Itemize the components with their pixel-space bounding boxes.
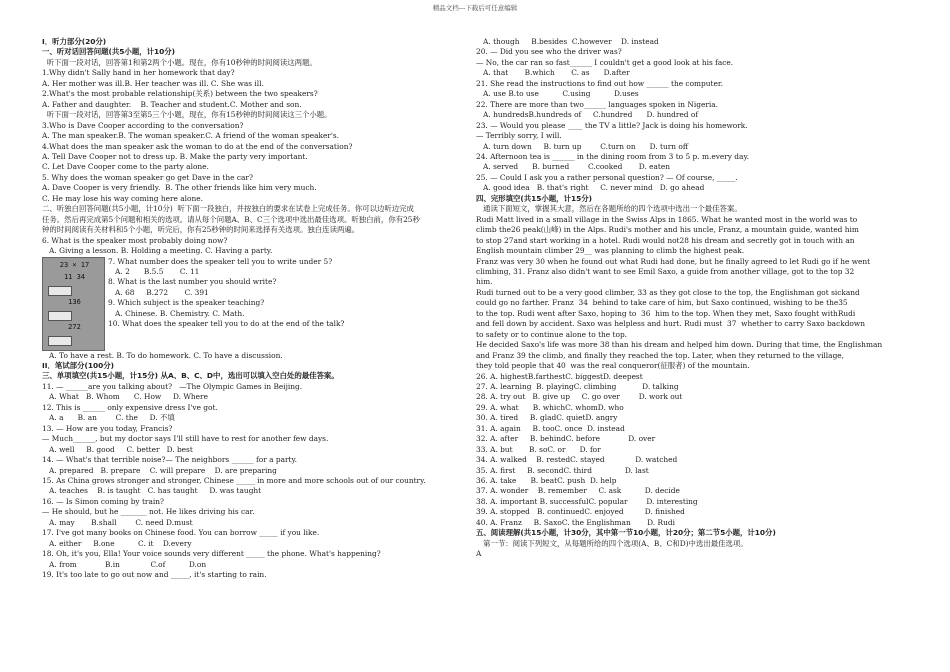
text-line: 39. A. stopped B. continuedC. enjoyed D. finished — [476, 507, 685, 517]
text-line: — No, the car ran so fast______ I couldn't get a good look at his face. — [476, 57, 734, 67]
text-line: 通读下面短文，掌握其大意，然后在各题所给的四个选项中选出一个最佳答案。 — [476, 204, 742, 214]
text-line: and Franz 39 the climb, and finally they reached the top. Later, when they returned to the village, — [476, 350, 845, 360]
text-line: A. turn down B. turn up C.turn on D. turn off — [476, 141, 689, 151]
text-line: A. a B. an C. the D. 不填 — [42, 413, 175, 423]
text-line: to stop 27and start working in a hotel. Rudi would not28 his dream and secretly got in touch with an — [476, 235, 855, 245]
text-line: 32. A. after B. behindC. before D. over — [476, 434, 656, 444]
text-line: A. may B.shall C. need D.must — [42, 517, 193, 527]
text-line: 21. She read the instructions to find out how ______ the computer. — [476, 78, 723, 88]
question-line: A. Chinese. B. Chemistry. C. Math. — [108, 308, 245, 318]
text-line: A. The man speaker.B. The woman speaker.C. A friend of the woman speaker's. — [42, 131, 340, 141]
writing-section — [42, 351, 472, 581]
question-line: 8. What is the last number you should write? — [108, 277, 277, 287]
question-line: 9. Which subject is the speaker teaching? — [108, 298, 265, 308]
listening-section — [42, 37, 472, 257]
text-line: 17. I've got many books on Chinese food. You can borrow _____ if you like. — [42, 528, 320, 538]
text-line: 12. This is ______ only expensive dress I've got. — [42, 402, 218, 412]
text-line: A. either B.one C. it D.every — [42, 538, 192, 548]
text-line: 30. A. tired B. gladC. quietD. angry — [476, 413, 618, 423]
left-column — [42, 37, 472, 580]
text-line: A. Tell Dave Cooper not to dress up. B. Make the party very important. — [42, 151, 308, 161]
questions-7-10 — [108, 257, 473, 330]
text-line: 19. It's too late to go out now and _____, it's starting to rain. — [42, 570, 267, 580]
text-line: A. that B.which C. as D.after — [476, 68, 630, 78]
section-heading: 五、阅读理解(共15小题，计30分，其中第一节10小题，计20分；第二节5小题，计10分) — [476, 528, 776, 538]
text-line: 2.What's the most probable relationship(关系) between the two speakers? — [42, 89, 318, 99]
text-line: could go no farther. Franz 34 behind to take care of him, but Saxo continued, wishing to be the35 — [476, 298, 848, 308]
multiplication-picture — [42, 257, 105, 351]
text-line: 1.Why didn't Sally hand in her homework that day? — [42, 68, 235, 78]
text-line: 任务。然后再完成第5个问题和相关的选项。请从每个问题A、B、C三个选项中选出最佳选项。听独白前，你有25秒 — [42, 214, 420, 224]
text-line: 二、听独白回答问题(共5小题，计10分) 听下面一段独白，并按独白的要求在试卷上完成任务。你可以边听边完成 — [42, 204, 414, 214]
text-line: A. use B.to use C.using D.uses — [476, 89, 639, 99]
text-line: 20. — Did you see who the driver was? — [476, 47, 622, 57]
text-line: A. good idea B. that's right C. never mind D. go ahead — [476, 183, 705, 193]
text-line: 15. As China grows stronger and stronger, Chinese _____ in more and more schools out of our country. — [42, 475, 426, 485]
text-line: 听下面一段对话，回答第3至第5三个小题，现在，你有15秒钟的时间阅读这三个小题。 — [42, 110, 332, 120]
section-heading: 三、单项填空(共15小题，计15分) 从A、B、C、D中，选出可以填入空白处的最佳答案。 — [42, 371, 339, 381]
right-column — [476, 37, 906, 560]
text-line: 35. A. first B. secondC. third D. last — [476, 465, 649, 475]
text-line: 听下面一段对话，回答第1和第2两个小题。现在，你有10秒钟的时间阅读这两题。 — [42, 57, 317, 67]
text-line: A — [476, 549, 482, 559]
text-line: 16. — Is Simon coming by train? — [42, 496, 164, 506]
text-line: 40. A. Franz B. SaxoC. the Englishman D. Rudi — [476, 517, 675, 527]
text-line: 第一节：阅读下列短文，从每题所给的四个选项(A、B、C和D)中选出最佳选项。 — [476, 538, 748, 548]
text-line: climb the26 peak(山峰) in the Alps. Rudi's mother and his uncle, Franz, a mountain guide, wanted him — [476, 225, 859, 235]
text-line: A. Dave Cooper is very friendly. B. The other friends like him very much. — [42, 183, 317, 193]
blank-box — [48, 311, 72, 321]
text-line: 3.Who is Dave Cooper according to the conversation? — [42, 120, 244, 130]
text-line: 34. A. walked B. restedC. stayed D. watched — [476, 455, 678, 465]
text-line: 29. A. what B. whichC. whomD. who — [476, 402, 624, 412]
text-line: 钟的时间阅读有关材料和5个小题，听完后，你有25秒钟的时间来选择有关选项。独白连读两遍。 — [42, 225, 360, 235]
question-line: A. 2 B.5.5 C. 11 — [108, 266, 200, 276]
text-line: C. He may lose his way coming here alone. — [42, 193, 203, 203]
text-line: A. served B. burned C.cooked D. eaten — [476, 162, 671, 172]
figure-number: 11 34 — [63, 272, 86, 281]
figure-number: 23 × 17 — [59, 260, 90, 269]
text-line: — He should, but he _______ not. He likes driving his car. — [42, 507, 255, 517]
text-line: 36. A. take B. beatC. push D. help — [476, 476, 617, 486]
text-line: 13. — How are you today, Francis? — [42, 423, 173, 433]
text-line: 4.What does the man speaker ask the woman to do at the end of the conversation? — [42, 141, 353, 151]
text-line: A. though B.besides C.however D. instead — [476, 37, 659, 46]
text-line: 11. — ______are you talking about? —The Olympic Games in Beijing. — [42, 381, 303, 391]
text-line: A. hundredsB.hundreds of C.hundred D. hundred of — [476, 110, 699, 120]
figure-number: 272 — [68, 322, 81, 331]
text-line: Franz was very 30 when he found out what Rudi had done, but he finally agreed to let Rudi go if he went — [476, 256, 871, 266]
text-line: 37. A. wonder B. remember C. ask D. decide — [476, 486, 680, 496]
text-line: A. prepared B. prepare C. will prepare D. are preparing — [42, 465, 277, 475]
text-line: 28. A. try out B. give up C. go over D. work out — [476, 392, 683, 402]
text-line: and fell down by accident. Saxo was helpless and hurt. Rudi must 37 whether to carry Saxo backdown — [476, 319, 865, 329]
text-line: A. Father and daughter. B. Teacher and student.C. Mother and son. — [42, 99, 302, 109]
text-line: 25. — Could I ask you a rather personal question? — Of course, _____. — [476, 172, 738, 182]
blank-box — [48, 286, 72, 296]
question-line: A. 68 B.272 C. 391 — [108, 287, 209, 297]
question-line: 10. What does the speaker tell you to do at the end of the talk? — [108, 319, 345, 329]
text-line: 24. Afternoon tea is ______ in the dining room from 3 to 5 p. m.every day. — [476, 151, 749, 161]
text-line: A. Her mother was ill.B. Her teacher was ill. C. She was ill. — [42, 78, 264, 88]
text-line: 22. There are more than two______ languages spoken in Nigeria. — [476, 99, 718, 109]
text-line: — Terribly sorry, I will. — [476, 131, 562, 141]
text-line: A. teaches B. is taught C. has taught D. was taught — [42, 486, 262, 496]
math-figure-block — [42, 257, 472, 351]
text-line: A. To have a rest. B. To do homework. C. To have a discussion. — [42, 350, 283, 360]
text-line: 26. A. highestB.farthestC. biggestD. deepest — [476, 371, 643, 381]
text-line: A. Giving a lesson. B. Holding a meeting. C. Having a party. — [42, 246, 273, 256]
text-line: — Much______, but my doctor says I'll still have to rest for another few days. — [42, 434, 329, 444]
section-heading: 一、听对话回答问题(共5小题，计10分) — [42, 47, 176, 57]
text-line: 23. — Would you please ____ the TV a little? Jack is doing his homework. — [476, 120, 748, 130]
text-line: 5. Why does the woman speaker go get Dave in the car? — [42, 172, 253, 182]
figure-number: 136 — [68, 297, 81, 306]
text-line: 14. — What's that terrible noise?— The neighbors ______ for a party. — [42, 455, 298, 465]
text-line: to the top. Rudi went after Saxo, hoping to 36 him to the top. When they met, Saxo fought withRudi — [476, 308, 856, 318]
text-line: to safety or to continue alone to the top. — [476, 329, 628, 339]
text-line: Rudi Matt lived in a small village in the Swiss Alps in 1865. What he wanted most in the world was to — [476, 214, 858, 224]
text-line: they told people that 40 was the real conqueror(征服者) of the mountain. — [476, 361, 750, 371]
text-line: C. Let Dave Cooper come to the party alone. — [42, 162, 209, 172]
question-line: 7. What number does the speaker tell you to write under 5? — [108, 256, 333, 266]
text-line: English mountain climber 29__ was planning to climb the highest peak. — [476, 246, 745, 256]
text-line: He decided Saxo's life was more 38 than his dream and helped him down. During that time, the Englishman — [476, 340, 883, 350]
text-line: 6. What is the speaker most probably doing now? — [42, 235, 228, 245]
page-header: 精品文档---下载后可任意编辑 — [432, 4, 518, 12]
text-line: 33. A. but B. soC. or D. for — [476, 444, 601, 454]
text-line: A. well B. good C. better D. best — [42, 444, 193, 454]
text-line: 27. A. learning B. playingC. climbing D. talking — [476, 381, 679, 391]
text-line: Rudi turned out to be a very good climber, 33 as they got close to the top, the Englishman got sickand — [476, 287, 860, 297]
text-line: climbing, 31. Franz also didn't want to see Emil Saxo, a guide from another village, got to the top 32 — [476, 266, 855, 276]
text-line: A. What B. Whom C. How D. Where — [42, 392, 208, 402]
blank-box — [48, 336, 72, 346]
section-heading: 四、完形填空(共15小题，计15分) — [476, 193, 593, 203]
text-line: 31. A. again B. tooC. once D. instead — [476, 423, 625, 433]
text-line: him. — [476, 277, 493, 287]
text-line: 38. A. important B. successfulC. popular D. interesting — [476, 496, 698, 506]
text-line: A. from B.in C.of D.on — [42, 559, 207, 569]
section-heading: II．笔试部分(100分) — [42, 360, 115, 370]
section-heading: I．听力部分(20分) — [42, 37, 107, 46]
text-line: 18. Oh, it's you, Ella! Your voice sounds very different _____ the phone. What's happening? — [42, 549, 381, 559]
